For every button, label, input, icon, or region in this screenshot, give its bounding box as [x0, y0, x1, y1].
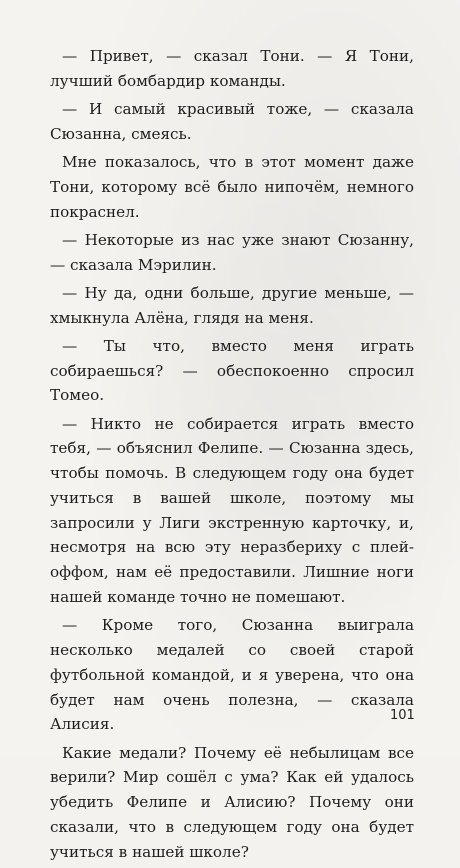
- paragraph: Какие медали? Почему её небылицам все верили? Мир сошёл с ума? Как ей удалось убедить Фелипе и Алисию? Почему они сказали, что в следующем году она будет учиться в нашей школе?: [50, 743, 414, 861]
- paragraph: — Привет, — сказал Тони. — Я Тони, лучший бомбардир команды.: [50, 47, 414, 90]
- paragraph: — Никто не собирается играть вместо тебя, — объяснил Фелипе. — Сюзанна здесь, чтобы помочь. В следующем году она будет учиться в вашей школе, поэтому мы запросили у Лиги экстренную карточку, и, несмотря на всю эту неразбериху с плей-оффом, нам её предоставили. Лишние ноги нашей команде точно не помешают.: [50, 414, 414, 607]
- page-text: [50, 44, 414, 868]
- paragraph: Мне показалось, что в этот момент даже Тони, которому всё было нипочём, немного покраснел.: [50, 152, 414, 221]
- paragraph: — Ну да, одни больше, другие меньше, — хмыкнула Алёна, глядя на меня.: [50, 283, 414, 327]
- page-number: 101: [390, 708, 415, 723]
- paragraph: — Ты что, вместо меня играть собираешься? — обеспокоенно спросил Томео.: [50, 336, 414, 405]
- paragraph: — Кроме того, Сюзанна выиграла несколько медалей со своей старой футбольной командой, и я уверена, что она будет нам очень полезна, — сказала Алисия.: [50, 616, 414, 734]
- paragraph: — И самый красивый тоже, — сказала Сюзанна, смеясь.: [50, 99, 414, 143]
- paragraph: — Некоторые из нас уже знают Сюзанну, — сказала Мэрилин.: [50, 230, 414, 274]
